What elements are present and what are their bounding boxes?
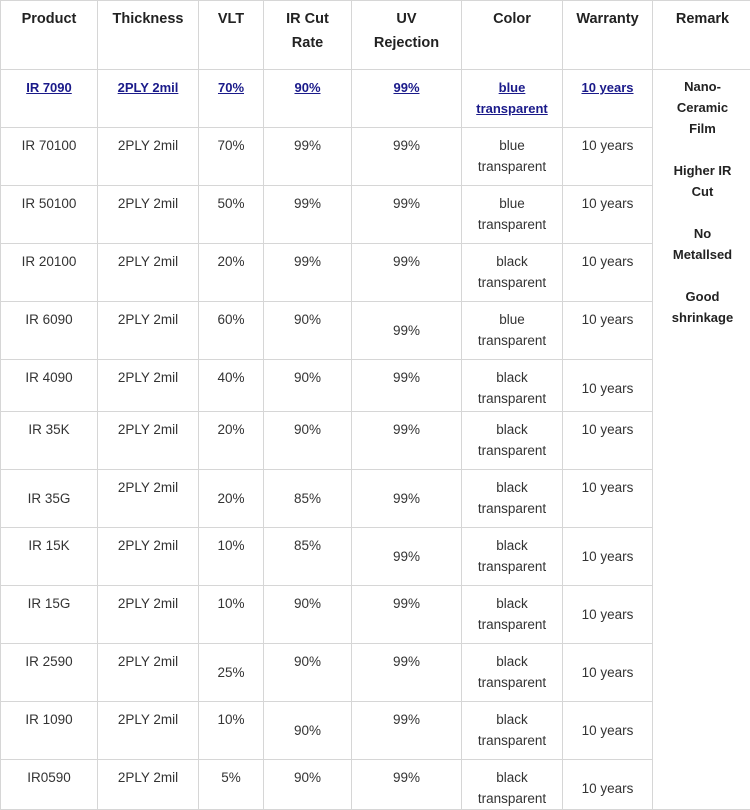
cell-uv: 99%	[352, 244, 462, 302]
cell-color	[462, 644, 563, 702]
cell-color-text: black transparent	[472, 651, 552, 693]
cell-color-text: black transparent	[472, 367, 552, 409]
cell-product: IR 50100	[1, 186, 98, 244]
table-row	[1, 760, 750, 810]
table-row	[1, 528, 750, 586]
table-row	[1, 360, 750, 412]
remark-item: No Metallsed	[668, 223, 738, 265]
cell-warranty: 10 years	[563, 470, 653, 528]
cell-product: IR 15G	[1, 586, 98, 644]
table-row	[1, 470, 750, 528]
cell-color	[462, 244, 563, 302]
cell-product: IR 2590	[1, 644, 98, 702]
cell-ir-cut: 85%	[264, 528, 352, 586]
cell-ir-cut: 90%	[264, 644, 352, 702]
featured-uv-link[interactable]: 99%	[393, 80, 419, 95]
cell-color	[462, 302, 563, 360]
table-row	[1, 302, 750, 360]
featured-color-cell	[462, 70, 563, 128]
cell-color	[462, 186, 563, 244]
featured-product-link[interactable]: IR 7090	[26, 80, 72, 95]
cell-warranty: 10 years	[563, 586, 653, 644]
cell-warranty: 10 years	[563, 186, 653, 244]
cell-warranty: 10 years	[563, 528, 653, 586]
header-product: Product	[1, 1, 98, 70]
cell-ir-cut: 99%	[264, 128, 352, 186]
cell-color-text: black transparent	[472, 593, 552, 635]
header-uv-label: UV Rejection	[372, 7, 442, 55]
cell-color	[462, 360, 563, 412]
table-header-row	[1, 1, 750, 70]
cell-color	[462, 586, 563, 644]
cell-ir-cut: 90%	[264, 360, 352, 412]
featured-warranty-link[interactable]: 10 years	[581, 80, 633, 95]
featured-thickness-link[interactable]: 2PLY 2mil	[118, 80, 179, 95]
cell-thickness: 2PLY 2mil	[98, 470, 199, 528]
cell-vlt: 25%	[199, 644, 264, 702]
cell-color-text: black transparent	[472, 535, 552, 577]
cell-ir-cut: 90%	[264, 412, 352, 470]
table-row	[1, 186, 750, 244]
featured-color-link[interactable]: blue transparent	[472, 77, 552, 119]
remark-item: Nano-Ceramic Film	[668, 76, 738, 139]
featured-uv-cell	[352, 70, 462, 128]
cell-vlt: 10%	[199, 528, 264, 586]
cell-thickness: 2PLY 2mil	[98, 528, 199, 586]
cell-warranty: 10 years	[563, 760, 653, 810]
cell-color-text: black transparent	[472, 767, 552, 809]
cell-ir-cut: 90%	[264, 760, 352, 810]
cell-warranty: 10 years	[563, 644, 653, 702]
featured-thickness-cell	[98, 70, 199, 128]
table-row	[1, 244, 750, 302]
cell-product: IR 35G	[1, 470, 98, 528]
cell-product: IR 35K	[1, 412, 98, 470]
cell-uv: 99%	[352, 644, 462, 702]
cell-uv: 99%	[352, 412, 462, 470]
table-row	[1, 702, 750, 760]
cell-color-text: blue transparent	[472, 193, 552, 235]
featured-product-cell	[1, 70, 98, 128]
cell-uv: 99%	[352, 528, 462, 586]
cell-color	[462, 702, 563, 760]
cell-thickness: 2PLY 2mil	[98, 360, 199, 412]
header-vlt: VLT	[199, 1, 264, 70]
cell-uv: 99%	[352, 186, 462, 244]
cell-uv: 99%	[352, 760, 462, 810]
cell-vlt: 50%	[199, 186, 264, 244]
featured-warranty-cell	[563, 70, 653, 128]
cell-thickness: 2PLY 2mil	[98, 702, 199, 760]
cell-thickness: 2PLY 2mil	[98, 302, 199, 360]
cell-uv: 99%	[352, 302, 462, 360]
cell-ir-cut: 90%	[264, 702, 352, 760]
featured-vlt-link[interactable]: 70%	[218, 80, 244, 95]
cell-thickness: 2PLY 2mil	[98, 186, 199, 244]
cell-product: IR 15K	[1, 528, 98, 586]
cell-thickness: 2PLY 2mil	[98, 412, 199, 470]
header-remark: Remark	[653, 1, 750, 70]
header-ir-cut	[264, 1, 352, 70]
cell-color-text: black transparent	[472, 251, 552, 293]
header-uv	[352, 1, 462, 70]
featured-ir-cut-cell	[264, 70, 352, 128]
cell-vlt: 5%	[199, 760, 264, 810]
cell-vlt: 60%	[199, 302, 264, 360]
cell-uv: 99%	[352, 128, 462, 186]
cell-thickness: 2PLY 2mil	[98, 244, 199, 302]
cell-warranty: 10 years	[563, 702, 653, 760]
cell-vlt: 10%	[199, 702, 264, 760]
cell-ir-cut: 90%	[264, 586, 352, 644]
remark-cell	[653, 70, 750, 810]
table-row	[1, 586, 750, 644]
cell-uv: 99%	[352, 360, 462, 412]
cell-vlt: 20%	[199, 244, 264, 302]
cell-uv: 99%	[352, 586, 462, 644]
table-row	[1, 644, 750, 702]
cell-ir-cut: 99%	[264, 186, 352, 244]
header-thickness: Thickness	[98, 1, 199, 70]
cell-product: IR0590	[1, 760, 98, 810]
table-row-featured	[1, 70, 750, 128]
table-row	[1, 128, 750, 186]
cell-thickness: 2PLY 2mil	[98, 760, 199, 810]
cell-warranty: 10 years	[563, 412, 653, 470]
cell-warranty: 10 years	[563, 302, 653, 360]
cell-vlt: 70%	[199, 128, 264, 186]
cell-uv: 99%	[352, 470, 462, 528]
cell-vlt: 20%	[199, 470, 264, 528]
cell-warranty: 10 years	[563, 128, 653, 186]
cell-uv: 99%	[352, 702, 462, 760]
cell-thickness: 2PLY 2mil	[98, 586, 199, 644]
cell-ir-cut: 90%	[264, 302, 352, 360]
cell-color	[462, 528, 563, 586]
header-warranty: Warranty	[563, 1, 653, 70]
cell-vlt: 20%	[199, 412, 264, 470]
cell-color	[462, 412, 563, 470]
cell-ir-cut: 85%	[264, 470, 352, 528]
cell-product: IR 20100	[1, 244, 98, 302]
cell-thickness: 2PLY 2mil	[98, 128, 199, 186]
cell-product: IR 70100	[1, 128, 98, 186]
cell-ir-cut: 99%	[264, 244, 352, 302]
featured-vlt-cell	[199, 70, 264, 128]
cell-color-text: blue transparent	[472, 309, 552, 351]
cell-color	[462, 128, 563, 186]
featured-ir-cut-link[interactable]: 90%	[294, 80, 320, 95]
cell-color	[462, 470, 563, 528]
cell-vlt: 10%	[199, 586, 264, 644]
cell-warranty: 10 years	[563, 360, 653, 412]
remark-item: Higher IR Cut	[668, 160, 738, 202]
remark-item: Good shrinkage	[668, 286, 738, 328]
cell-color-text: black transparent	[472, 419, 552, 461]
cell-product: IR 4090	[1, 360, 98, 412]
header-color: Color	[462, 1, 563, 70]
cell-color-text: black transparent	[472, 477, 552, 519]
cell-color-text: blue transparent	[472, 135, 552, 177]
header-ir-cut-label: IR Cut Rate	[278, 7, 338, 55]
cell-product: IR 1090	[1, 702, 98, 760]
table-row	[1, 412, 750, 470]
cell-color	[462, 760, 563, 810]
cell-thickness: 2PLY 2mil	[98, 644, 199, 702]
cell-vlt: 40%	[199, 360, 264, 412]
cell-product: IR 6090	[1, 302, 98, 360]
cell-color-text: black transparent	[472, 709, 552, 751]
cell-warranty: 10 years	[563, 244, 653, 302]
